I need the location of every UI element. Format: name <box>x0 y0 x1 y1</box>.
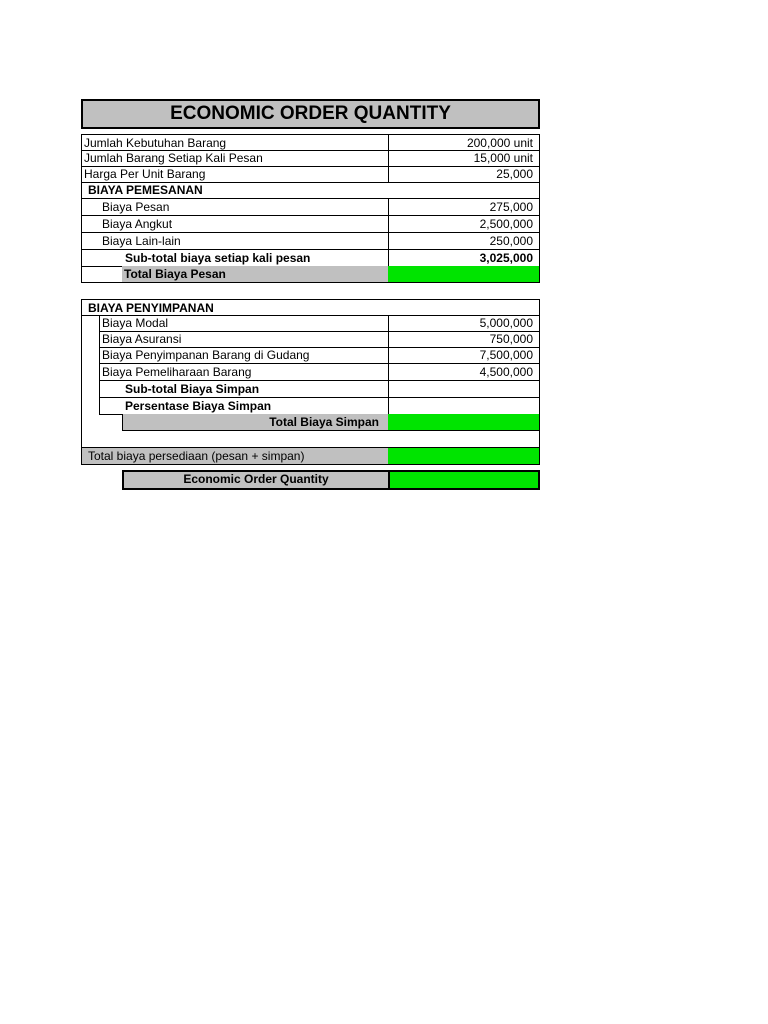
item-value[interactable]: 7,500,000 <box>388 347 540 364</box>
input-row-pesan[interactable] <box>81 150 540 167</box>
total-persediaan-value[interactable] <box>388 448 540 465</box>
input-label: Harga Per Unit Barang <box>81 166 389 183</box>
eoq-label: Economic Order Quantity <box>124 472 390 488</box>
total-biaya-pesan-value[interactable] <box>388 266 540 283</box>
eoq-value[interactable] <box>390 472 538 488</box>
pemesanan-total-row[interactable] <box>81 266 540 283</box>
pemesanan-subtotal-row[interactable] <box>81 250 540 267</box>
input-value[interactable]: 200,000 unit <box>388 134 540 151</box>
section-heading: BIAYA PENYIMPANAN <box>81 299 540 316</box>
item-value[interactable]: 4,500,000 <box>388 364 540 381</box>
penyimpanan-row-gudang[interactable] <box>81 347 540 364</box>
section-heading-penyimpanan <box>81 299 540 316</box>
pemesanan-row-pesan[interactable] <box>81 199 540 216</box>
penyimpanan-row-modal[interactable] <box>81 315 540 332</box>
item-label: Biaya Penyimpanan Barang di Gudang <box>99 347 389 364</box>
total-biaya-pesan-label: Total Biaya Pesan <box>122 266 389 283</box>
pemesanan-row-angkut[interactable] <box>81 216 540 233</box>
item-value[interactable]: 750,000 <box>388 331 540 348</box>
item-label: Biaya Lain-lain <box>81 233 389 250</box>
total-biaya-simpan-label: Total Biaya Simpan <box>122 414 389 431</box>
section-heading-pemesanan <box>81 182 540 199</box>
item-value[interactable]: 2,500,000 <box>388 216 540 233</box>
total-persediaan-label: Total biaya persediaan (pesan + simpan) <box>81 448 389 465</box>
item-label: Biaya Pesan <box>81 199 389 216</box>
input-label: Jumlah Kebutuhan Barang <box>81 134 389 151</box>
section-heading: BIAYA PEMESANAN <box>81 182 540 199</box>
penyimpanan-persentase-row[interactable] <box>81 398 540 415</box>
sheet-title: ECONOMIC ORDER QUANTITY <box>81 99 540 129</box>
total-persediaan-row[interactable] <box>81 448 540 465</box>
item-label: Biaya Modal <box>99 315 389 332</box>
persentase-value[interactable] <box>388 398 540 415</box>
persentase-label: Persentase Biaya Simpan <box>99 398 389 415</box>
input-label: Jumlah Barang Setiap Kali Pesan <box>81 150 389 167</box>
item-label: Biaya Angkut <box>81 216 389 233</box>
penyimpanan-row-asuransi[interactable] <box>81 331 540 348</box>
input-value[interactable]: 25,000 <box>388 166 540 183</box>
item-label: Biaya Pemeliharaan Barang <box>99 364 389 381</box>
input-row-harga[interactable] <box>81 166 540 183</box>
subtotal-value[interactable] <box>388 381 540 398</box>
pemesanan-row-lain[interactable] <box>81 233 540 250</box>
item-value[interactable]: 5,000,000 <box>388 315 540 332</box>
subtotal-label: Sub-total Biaya Simpan <box>99 381 389 398</box>
item-value[interactable]: 275,000 <box>388 199 540 216</box>
subtotal-label: Sub-total biaya setiap kali pesan <box>81 250 389 267</box>
eoq-row[interactable] <box>122 470 540 490</box>
penyimpanan-total-row[interactable] <box>81 414 540 431</box>
input-value[interactable]: 15,000 unit <box>388 150 540 167</box>
total-biaya-simpan-value[interactable] <box>388 414 540 431</box>
input-row-kebutuhan[interactable] <box>81 134 540 151</box>
item-value[interactable]: 250,000 <box>388 233 540 250</box>
penyimpanan-row-pemeliharaan[interactable] <box>81 364 540 381</box>
item-label: Biaya Asuransi <box>99 331 389 348</box>
subtotal-value[interactable]: 3,025,000 <box>388 250 540 267</box>
blank-row <box>81 431 540 448</box>
penyimpanan-subtotal-row[interactable] <box>81 381 540 398</box>
